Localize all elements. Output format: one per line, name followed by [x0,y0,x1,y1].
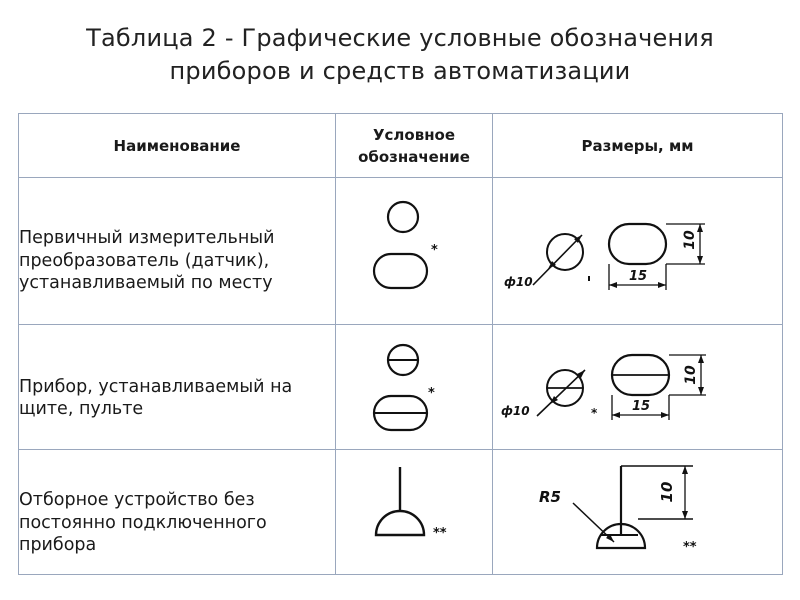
row-1-symbol-mark: * [431,243,438,258]
table-header-row [19,114,783,178]
row-2-symbol-drawing [336,325,492,449]
table-row [19,325,783,450]
tap-half-circle [376,511,424,535]
row-1-dimensions-drawing [493,178,782,324]
row-1-name: Первичный измерительный преобразователь (датчик), устанавливаемый по месту [19,228,275,294]
row-1-dimensions-cell [493,178,783,325]
sensor-oval-symbol [374,254,427,288]
row-1-name-cell [19,178,336,325]
row-2-dims-mark: * [591,406,598,420]
row-3-symbol-cell [336,450,493,575]
header-name: Наименование [19,114,336,178]
row-3-dims-mark: ** [683,540,697,555]
table-row [19,178,783,325]
header-symbol-line-1: Условное [372,125,456,144]
row-3-symbol-mark: ** [433,526,447,541]
page-title [0,22,800,88]
row-2-height-label: 10 [683,365,699,385]
row-2-width-label: 15 [631,399,651,414]
row-3-name: Отборное устройство без постоянно подключенного прибора [19,490,267,556]
row-1-height-label: 10 [682,230,698,250]
row-2-dimensions-cell [493,325,783,450]
row-1-symbol-cell [336,178,493,325]
row-2-symbol-mark: * [428,386,435,401]
header-symbol [336,114,493,178]
title-line-1: Таблица 2 - Графические условные обозначения [86,24,714,52]
header-symbol-line-2: обозначение [358,147,470,166]
table-row [19,450,783,575]
row-3-name-cell [19,450,336,575]
dim-oval [609,224,666,264]
row-2-name-cell [19,325,336,450]
row-2-diameter-label: ф10 [501,404,530,418]
row-1-diameter-label: ф10 [504,275,533,289]
row-1-symbol-drawing [336,178,492,324]
symbols-table [18,113,783,575]
row-2-name: Прибор, устанавливаемый на щите, пульте [19,376,293,419]
row-3-radius-label: R5 [539,488,561,506]
row-3-symbol-drawing [336,450,492,574]
row-3-dimensions-cell [493,450,783,575]
row-2-dimensions-drawing [493,325,782,449]
row-1-width-label: 15 [628,269,648,284]
row-2-symbol-cell [336,325,493,450]
row-3-dimensions-drawing [493,450,782,574]
sensor-circle-symbol [388,202,418,232]
row-3-height-label: 10 [658,481,676,503]
header-dimensions: Размеры, мм [493,114,783,178]
title-line-2: приборов и средств автоматизации [169,57,631,85]
